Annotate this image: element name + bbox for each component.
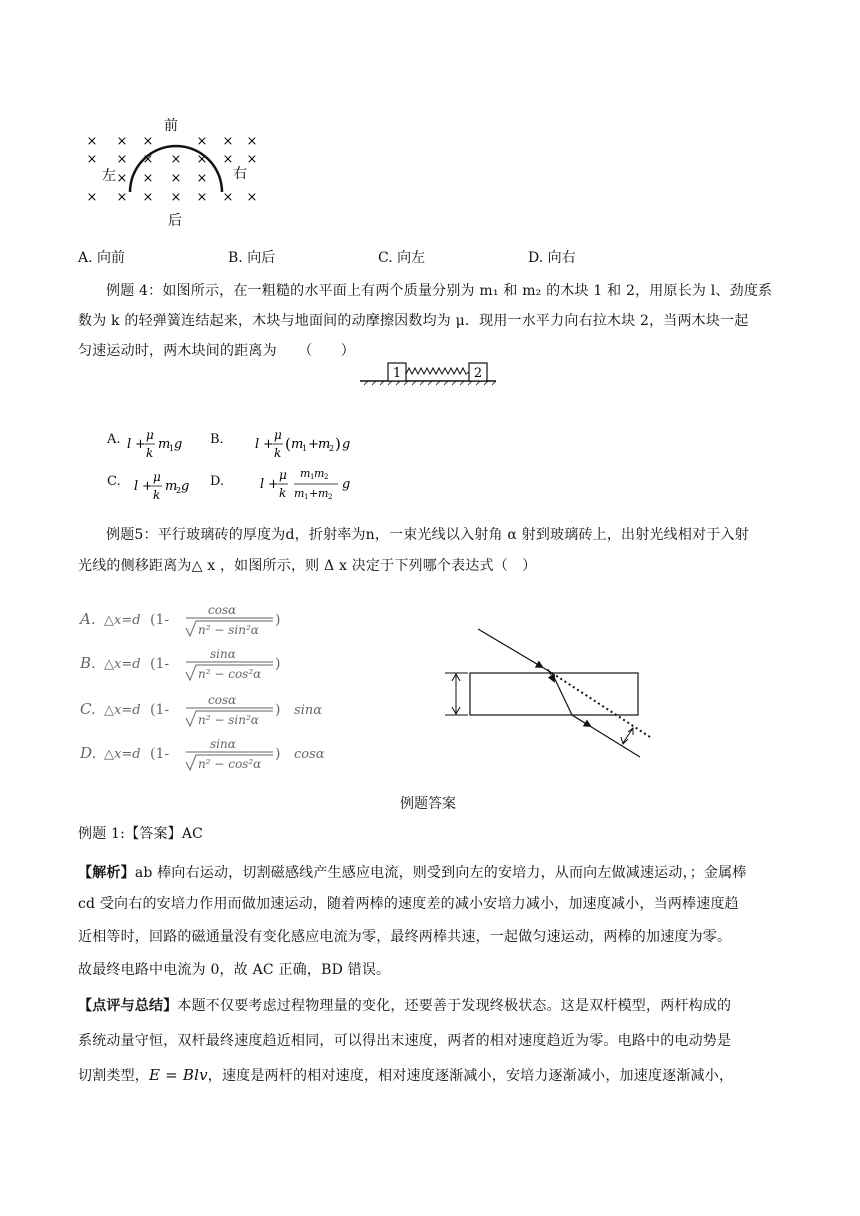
cross-mark: × <box>246 190 258 205</box>
cross-mark: × <box>86 134 98 149</box>
svg-text:sinα: sinα <box>294 703 322 718</box>
svg-text:): ) <box>275 702 281 718</box>
svg-text:(1-: (1- <box>150 612 170 628</box>
cross-mark: × <box>246 134 258 149</box>
svg-text:): ) <box>335 435 341 453</box>
review-line-2: 系统动量守恒，双杆最终速度趋近相同，可以得出末速度，两者的相对速度趋近为零。电路中的电动势是 <box>78 1033 732 1049</box>
svg-text:k: k <box>279 486 287 500</box>
cross-mark: × <box>222 134 234 149</box>
svg-text:): ) <box>275 746 281 762</box>
svg-text:n² − cos²α: n² − cos²α <box>198 757 262 771</box>
label-right: 右 <box>233 166 247 182</box>
svg-text:(1-: (1- <box>150 656 170 672</box>
q5-line-1: 例题5：平行玻璃砖的厚度为d，折射率为n，一束光线以入射角 α 射到玻璃砖上，出射光线相对于入射 <box>106 527 749 543</box>
svg-text:△x=d: △x=d <box>104 747 141 762</box>
review-line-3 <box>78 1065 733 1085</box>
svg-text:l: l <box>134 479 139 494</box>
analysis-line-4: 故最终电路中电流为 0，故 AC 正确，BD 错误。 <box>78 962 391 978</box>
cross-mark: × <box>196 134 208 149</box>
cross-mark: × <box>196 171 208 186</box>
cross-mark: × <box>86 152 98 167</box>
svg-text:m: m <box>318 487 329 500</box>
svg-text:sinα: sinα <box>210 737 236 751</box>
svg-text:(1-: (1- <box>150 746 170 762</box>
svg-text:+: + <box>308 437 319 452</box>
cross-mark: × <box>222 152 234 167</box>
svg-text:+: + <box>135 437 146 452</box>
svg-text:n² − sin²α: n² − sin²α <box>198 623 259 637</box>
label-back: 后 <box>168 213 182 229</box>
svg-text:(1-: (1- <box>150 702 170 718</box>
spring <box>406 368 469 374</box>
offset-arrow <box>623 728 633 743</box>
label-front: 前 <box>164 118 178 134</box>
svg-text:l: l <box>127 437 132 452</box>
q3-option-b: B. 向后 <box>228 250 276 266</box>
svg-text:1: 1 <box>304 493 309 501</box>
svg-text:+: + <box>142 479 153 494</box>
svg-text:2: 2 <box>329 444 335 453</box>
emf-formula: E = Blv <box>149 1066 208 1084</box>
q5-option-c-label: C. <box>80 700 96 718</box>
svg-text:): ) <box>275 612 281 628</box>
svg-text:m: m <box>318 437 331 452</box>
q4-option-c-formula <box>134 468 204 508</box>
q4-option-d-label: D. <box>210 474 225 489</box>
q5-option-a-label: A. <box>80 610 96 628</box>
svg-text:k: k <box>153 488 161 502</box>
cross-mark: × <box>196 190 208 205</box>
review-text-3a: 切割类型， <box>78 1068 149 1084</box>
svg-text:l: l <box>260 477 265 492</box>
analysis-text-1: ab 棒向右运动，切割磁感线产生感应电流，则受到向左的安培力，从而向左做减速运动，；金属棒 <box>134 865 747 881</box>
q4-option-a-formula <box>127 426 197 466</box>
cross-mark: × <box>116 152 128 167</box>
svg-text:): ) <box>275 656 281 672</box>
svg-text:2: 2 <box>324 473 329 481</box>
svg-text:m: m <box>165 479 178 494</box>
glass-slab-figure <box>440 625 660 765</box>
svg-text:l: l <box>255 437 260 452</box>
q1-answer: 例题 1:【答案】AC <box>78 826 204 842</box>
cross-mark: × <box>170 171 182 186</box>
q3-option-a: A. 向前 <box>78 250 126 266</box>
label-left: 左 <box>102 168 116 184</box>
svg-text:μ: μ <box>153 470 161 484</box>
cross-mark: × <box>116 134 128 149</box>
cross-mark: × <box>142 152 154 167</box>
svg-text:△x=d: △x=d <box>104 703 141 718</box>
svg-text:g: g <box>174 437 183 452</box>
q5-option-d-label: D. <box>80 744 97 762</box>
cross-mark: × <box>116 171 128 186</box>
svg-text:△x=d: △x=d <box>104 613 141 628</box>
cross-mark: × <box>86 190 98 205</box>
q5-line-2: 光线的侧移距离为△ x ，如图所示，则 Δ x 决定于下列哪个表达式（ ） <box>78 558 537 574</box>
review-text-1: 本题不仅要考虑过程物理量的变化，还要善于发现终极状态。这是双杆模型，两杆构成的 <box>177 998 732 1014</box>
svg-text:n² − sin²α: n² − sin²α <box>198 713 259 727</box>
svg-text:g: g <box>181 479 190 494</box>
svg-text:1: 1 <box>302 444 308 453</box>
analysis-line-2: cd 受向右的安培力作用而做加速运动，随着两棒的速度差的减小安培力减小，加速度减小，当两棒速度趋 <box>78 896 739 912</box>
q3-option-d: D. 向右 <box>528 250 576 266</box>
cross-mark: × <box>142 190 154 205</box>
svg-text:m: m <box>294 487 305 500</box>
cross-mark: × <box>246 152 258 167</box>
analysis-line-1 <box>78 862 747 882</box>
svg-text:cosα: cosα <box>208 603 237 617</box>
cross-mark: × <box>222 190 234 205</box>
svg-text:g: g <box>342 437 351 452</box>
svg-text:1: 1 <box>310 473 315 481</box>
review-line-1 <box>78 995 731 1015</box>
glass-slab <box>470 673 638 715</box>
svg-text:g: g <box>342 477 351 492</box>
svg-text:cosα: cosα <box>208 693 237 707</box>
q4-option-d-formula <box>260 464 360 510</box>
magnet-figure <box>80 112 270 230</box>
analysis-tag: 【解析】 <box>78 865 135 881</box>
review-tag: 【点评与总结】 <box>78 998 178 1014</box>
q4-option-b-formula <box>255 426 365 466</box>
svg-text:m: m <box>314 467 325 480</box>
svg-text:m: m <box>158 437 171 452</box>
cross-mark: × <box>170 190 182 205</box>
q5-options <box>78 602 378 776</box>
q4-option-a-label: A. <box>107 432 121 447</box>
svg-text:k: k <box>146 446 154 460</box>
svg-text:k: k <box>274 446 282 460</box>
svg-text:μ: μ <box>274 428 282 442</box>
svg-text:μ: μ <box>279 468 287 482</box>
q4-line-3: 匀速运动时，两木块间的距离为 （ ） <box>78 343 355 359</box>
analysis-line-3: 近相等时，回路的磁通量没有变化感应电流为零，最终两棒共速，一起做匀速运动，两棒的加速度为零。 <box>78 929 732 945</box>
spring-block-figure <box>358 360 500 386</box>
svg-text:△x=d: △x=d <box>104 657 141 672</box>
answers-heading: 例题答案 <box>400 796 456 812</box>
svg-text:m: m <box>291 437 304 452</box>
svg-text:(: ( <box>285 435 291 453</box>
svg-text:m: m <box>300 467 311 480</box>
svg-text:cosα: cosα <box>294 747 325 762</box>
q4-option-b-label: B. <box>210 432 224 447</box>
svg-text:1: 1 <box>169 444 175 453</box>
q5-formulas <box>78 602 378 772</box>
q4-option-c-label: C. <box>107 474 121 489</box>
svg-text:2: 2 <box>328 493 333 501</box>
cross-mark: × <box>116 190 128 205</box>
block-2-label: 2 <box>473 366 483 381</box>
cross-mark: × <box>170 152 182 167</box>
svg-text:2: 2 <box>176 486 182 495</box>
svg-text:+: + <box>309 487 319 500</box>
q3-option-c: C. 向左 <box>378 250 426 266</box>
cross-mark: × <box>196 152 208 167</box>
q4-line-1: 例题 4：如图所示，在一粗糙的水平面上有两个质量分别为 m₁ 和 m₂ 的木块 1 和 2，用原长为 l、劲度系 <box>106 283 773 299</box>
svg-text:+: + <box>263 437 274 452</box>
q5-option-b-label: B. <box>80 654 96 672</box>
cross-mark: × <box>142 134 154 149</box>
svg-text:n² − cos²α: n² − cos²α <box>198 667 262 681</box>
svg-text:sinα: sinα <box>210 647 236 661</box>
review-text-3b: ，速度是两杆的相对速度，相对速度逐渐减小，安培力逐渐减小，加速度逐渐减小， <box>207 1068 734 1084</box>
svg-text:+: + <box>268 477 279 492</box>
svg-text:μ: μ <box>146 428 154 442</box>
cross-mark: × <box>142 171 154 186</box>
q4-line-2: 数为 k 的轻弹簧连结起来，木块与地面间的动摩擦因数均为 μ．现用一水平力向右拉木块 2，当两木块一起 <box>78 313 749 329</box>
block-1-label: 1 <box>392 366 402 381</box>
